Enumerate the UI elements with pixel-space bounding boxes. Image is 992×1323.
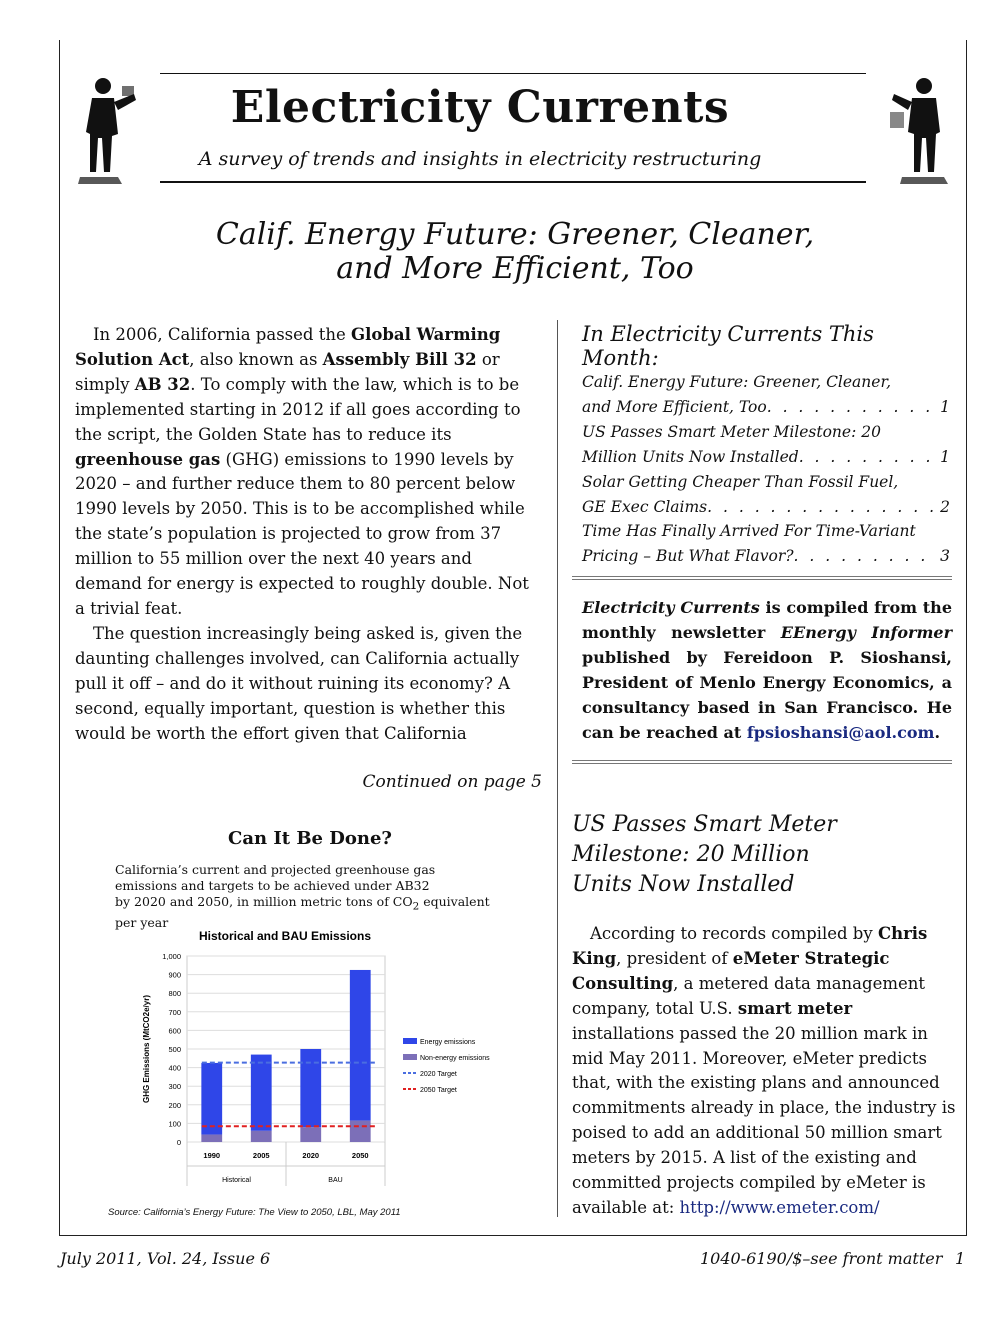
text-run: . To comply with the law, which is to be implemented starting in 2012 if all goes according to the script, the Golden State has to reduce its <box>75 374 521 444</box>
text-run: published by Fereidoon P. Sioshansi, President of Menlo Energy Economics, a consultancy based in San Francisco. He can be reached at <box>582 647 952 742</box>
footer-issue: July 2011, Vol. 24, Issue 6 <box>60 1249 271 1268</box>
sidebar-headline-line: Units Now Installed <box>572 872 795 897</box>
text-run: , a metered data management company, total U.S. <box>572 973 926 1018</box>
bar-non-energy-1990 <box>201 1135 222 1142</box>
masthead-title: Electricity Currents <box>230 82 730 133</box>
right-figure-illustration <box>888 72 948 187</box>
toc-page-number: 3 <box>940 547 950 566</box>
compiled-rule-bottom <box>572 763 952 764</box>
left-figure-illustration <box>78 72 138 187</box>
source-name: EEnergy Informer <box>780 622 953 642</box>
x-tick-label: 2005 <box>252 1151 270 1160</box>
compiled-rule-top <box>572 760 952 761</box>
toc-entry-2[interactable] <box>582 420 950 470</box>
masthead-subtitle: A survey of trends and insights in electricity restructuring <box>198 148 762 170</box>
figure-desc-line: California’s current and projected greenhouse gas <box>115 862 436 877</box>
text-run: equivalent per year <box>115 894 490 930</box>
bar-non-energy-2050 <box>350 1121 371 1142</box>
toc-entry-title: GE Exec Claims <box>582 497 708 516</box>
y-tick-label: 900 <box>168 970 181 980</box>
article-paragraph-1 <box>75 323 543 622</box>
x-tick-label: 2050 <box>351 1151 369 1160</box>
toc-page-number: 1 <box>940 397 950 416</box>
page-frame-bottom <box>59 1235 967 1236</box>
bold-term: Assembly Bill 32 <box>322 349 477 369</box>
bar-energy-2050 <box>350 970 371 1121</box>
legend-swatch <box>403 1054 417 1060</box>
legend-label: 2050 Target <box>420 1087 457 1094</box>
toc-entry-line: Time Has Finally Arrived For Time-Variant <box>582 522 916 541</box>
toc-entry-3[interactable] <box>582 470 950 520</box>
y-tick-label: 600 <box>168 1026 181 1036</box>
emeter-link[interactable]: http://www.emeter.com/ <box>679 1197 880 1217</box>
x-tick-label: 1990 <box>203 1151 221 1160</box>
toc-leader <box>794 544 937 569</box>
toc-page-number: 1 <box>940 447 950 466</box>
text-run: , president of <box>616 948 733 968</box>
y-tick-label: 700 <box>168 1007 181 1017</box>
toc-entry-title: Pricing – But What Flavor? <box>582 547 794 566</box>
bold-term: AB 32 <box>134 374 191 394</box>
figure-desc-line: emissions and targets to be achieved under AB32 <box>115 878 430 893</box>
text-run: by 2020 and 2050, in million metric tons of CO <box>115 894 413 909</box>
toc-entry-title: Million Units Now Installed <box>582 447 799 466</box>
page-frame-right <box>966 40 967 1236</box>
y-tick-label: 400 <box>168 1063 181 1073</box>
lead-article <box>75 323 543 746</box>
headline-line-1: Calif. Energy Future: Greener, Cleaner, <box>215 217 815 252</box>
bold-term: eMeter Strategic Consulting <box>572 948 890 993</box>
toc-entry-line: US Passes Smart Meter Milestone: 20 <box>582 422 881 441</box>
y-tick-label: 500 <box>168 1045 181 1054</box>
chart-title: Historical and BAU Emissions <box>198 929 372 943</box>
toc-leader <box>799 445 936 470</box>
toc-rule-bottom <box>572 579 952 580</box>
bar-non-energy-2020 <box>300 1127 321 1142</box>
y-tick-label: 300 <box>168 1082 181 1092</box>
text-run: . <box>934 722 941 742</box>
figure-title: Can It Be Done? <box>228 828 392 849</box>
y-tick-label: 1,000 <box>162 952 181 961</box>
toc-entry-4[interactable] <box>582 519 950 569</box>
footer-issn: 1040-6190/$–see front matter <box>700 1249 943 1268</box>
main-headline <box>160 218 870 286</box>
y-tick-label: 800 <box>168 989 181 999</box>
legend-label: 2020 Target <box>420 1071 457 1078</box>
email-link[interactable]: fpsioshansi@aol.com <box>746 722 935 742</box>
toc-entry-line <box>582 395 950 420</box>
toc-entry-1[interactable] <box>582 370 950 420</box>
toc-entry-line: Calif. Energy Future: Greener, Cleaner, <box>582 373 892 391</box>
text-run: is compiled from the monthly newsletter <box>582 598 952 642</box>
y-tick-label: 100 <box>168 1119 181 1129</box>
sidebar-headline <box>572 810 872 900</box>
sidebar-headline-line: US Passes Smart Meter <box>572 812 837 837</box>
toc-entry-line <box>582 445 950 470</box>
toc-leader <box>767 395 936 420</box>
toc-rule-top <box>572 576 952 577</box>
toc-heading: In Electricity Currents This Month: <box>582 322 874 370</box>
bar-energy-2020 <box>300 1049 321 1127</box>
figure-source: Source: California’s Energy Future: The View to 2050, LBL, May 2011 <box>108 1207 401 1218</box>
page-frame-left <box>59 40 60 1236</box>
y-tick-label: 200 <box>168 1100 181 1110</box>
y-tick-label: 0 <box>176 1138 181 1147</box>
continued-note[interactable]: Continued on page 5 <box>362 772 542 792</box>
x-group-label: Historical <box>222 1177 251 1184</box>
legend-swatch <box>403 1038 417 1044</box>
legend-label: Energy emissions <box>420 1039 476 1046</box>
x-group-label: BAU <box>328 1177 343 1184</box>
bar-energy-2005 <box>251 1055 272 1131</box>
text-run: In 2006, California passed the <box>93 325 351 344</box>
text-run: or simply <box>75 349 500 394</box>
text-run: installations passed the 20 million mark in mid May 2011. Moreover, eMeter predicts that, with the existing plans and announced commitments already in place, the industry is poised to add an additional 50 million smart meters by 2015. A list of the existing and committed projects compiled by eMeter is available at: <box>572 1023 956 1217</box>
toc-entry-line <box>582 544 950 569</box>
text-run: , also known as <box>189 349 323 369</box>
sidebar-article-body <box>572 922 957 1221</box>
footer-page-number: 1 <box>955 1249 966 1268</box>
headline-line-2: and More Efficient, Too <box>336 251 694 286</box>
bold-term: greenhouse gas <box>75 449 221 469</box>
toc-leader <box>707 495 936 520</box>
masthead-bottom-rule <box>160 181 866 183</box>
table-of-contents <box>582 370 950 569</box>
compiled-note <box>582 596 952 745</box>
bold-term: Global Warming Solution Act <box>75 325 501 369</box>
publication-name: Electricity Currents <box>582 598 760 617</box>
toc-page-number: 2 <box>940 497 950 516</box>
toc-entry-line: Solar Getting Cheaper Than Fossil Fuel, <box>582 472 899 491</box>
sidebar-headline-line: Milestone: 20 Million <box>572 842 810 867</box>
bar-energy-1990 <box>201 1063 222 1135</box>
text-run: According to records compiled by <box>590 924 878 943</box>
text-run: (GHG) emissions to 1990 levels by 2020 – and further reduce them to 80 percent below 1990 levels by 2050. This is to be accomplished while the state’s population is projected to grow from 37 million to 55 million over the next 40 years and demand for energy is expected to roughly double. Not a trivial feat. <box>75 449 529 618</box>
emissions-bar-chart <box>135 920 525 1200</box>
sidebar-paragraph <box>572 922 957 1221</box>
bold-term: smart meter <box>737 998 853 1018</box>
bar-non-energy-2005 <box>251 1131 272 1142</box>
legend-label: Non-energy emissions <box>420 1055 490 1062</box>
x-tick-label: 2020 <box>302 1151 320 1160</box>
subscript: 2 <box>412 900 420 913</box>
article-paragraph-2: The question increasingly being asked is, given the daunting challenges involved, can California actually pull it off – and do it without ruining its economy? A second, equally important, question is whether this would be worth the effort given that California <box>75 623 523 743</box>
y-axis-label: GHG Emissions (MtCO2e/yr) <box>142 994 151 1104</box>
bold-term: Chris King <box>572 924 928 968</box>
masthead-top-rule <box>160 73 866 74</box>
toc-entry-title: and More Efficient, Too <box>582 397 767 416</box>
toc-entry-line <box>582 495 950 520</box>
column-divider <box>557 320 558 1217</box>
